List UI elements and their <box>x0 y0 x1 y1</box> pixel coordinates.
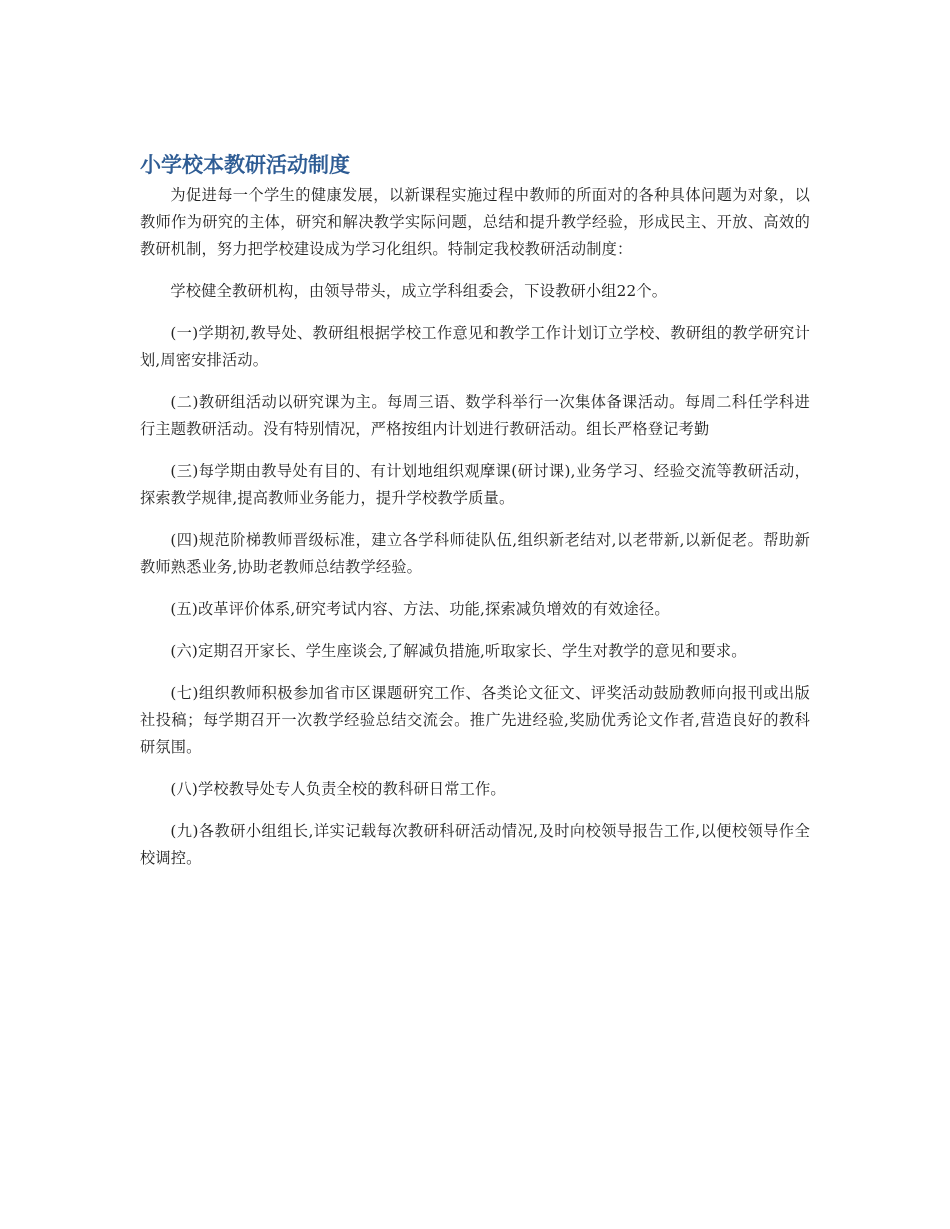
paragraph-item-8: (八)学校教导处专人负责全校的教科研日常工作。 <box>170 780 506 798</box>
paragraph-structure: 学校健全教研机构，由领导带头，成立学科组委会，下设教研小组22个。 <box>170 282 668 300</box>
paragraph-item-4: (四)规范阶梯教师晋级标准，建立各学科师徒队伍,组织新老结对,以老带新,以新促老。帮助新教师熟悉业务,协助老教师总结教学经验。 <box>140 531 810 576</box>
intro-paragraph: 为促进每一个学生的健康发展，以新课程实施过程中教师的所面对的各种具体问题为对象，以教师作为研究的主体，研究和解决教学实际问题，总结和提升教学经验，形成民主、开放、高效的教研机制，努力把学校建设成为学习化组织。特制定我校教研活动制度： <box>140 186 810 258</box>
document-body <box>140 150 810 887</box>
paragraph-item-3: (三)每学期由教导处有目的、有计划地组织观摩课(研讨课),业务学习、经验交流等教研活动，探索教学规律,提高教师业务能力，提升学校教学质量。 <box>140 462 810 507</box>
document-title: 小学校本教研活动制度 <box>140 153 350 177</box>
paragraph-item-2: (二)教研组活动以研究课为主。每周三语、数学科举行一次集体备课活动。每周二科任学科进行主题教研活动。没有特别情况，严格按组内计划进行教研活动。组长严格登记考勤 <box>140 393 810 438</box>
paragraph-item-5: (五)改革评价体系,研究考试内容、方法、功能,探索减负增效的有效途径。 <box>170 600 670 618</box>
paragraph-item-7: (七)组织教师积极参加省市区课题研究工作、各类论文征文、评奖活动鼓励教师向报刊或出版社投稿；每学期召开一次教学经验总结交流会。推广先进经验,奖励优秀论文作者,营造良好的教科研氛围。 <box>140 684 810 756</box>
paragraph-item-9: (九)各教研小组组长,详实记载每次教研科研活动情况,及时向校领导报告工作,以便校领导作全校调控。 <box>140 822 810 867</box>
paragraph-item-6: (六)定期召开家长、学生座谈会,了解减负措施,听取家长、学生对教学的意见和要求。 <box>170 642 747 660</box>
paragraph-item-1: (一)学期初,教导处、教研组根据学校工作意见和教学工作计划订立学校、教研组的教学研究计划,周密安排活动。 <box>140 324 810 369</box>
